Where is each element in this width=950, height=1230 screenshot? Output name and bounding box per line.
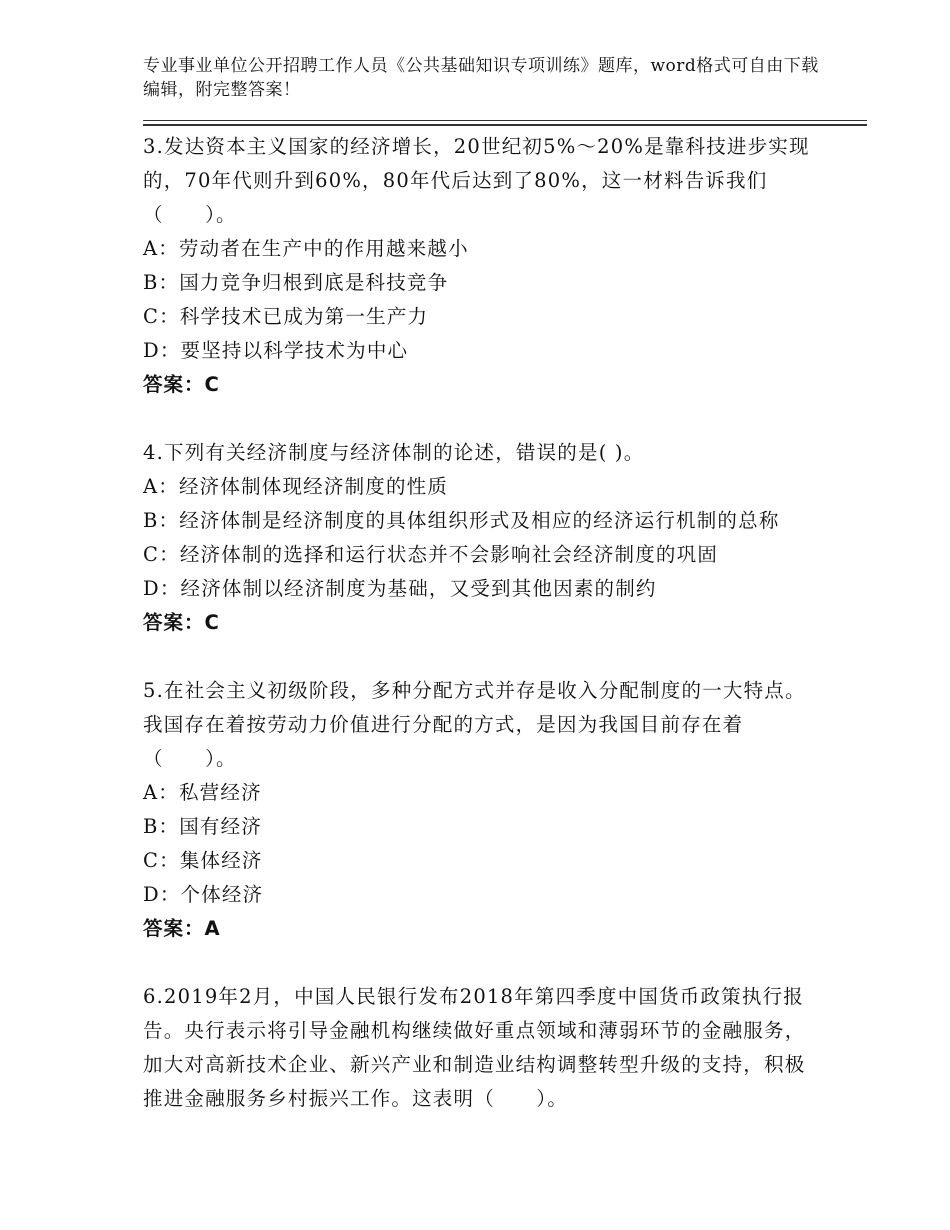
question-6 [143, 980, 823, 1116]
option-b: B：国有经济 [143, 815, 263, 838]
question-5 [143, 674, 823, 946]
option-b: B：国力竞争归根到底是科技竞争 [143, 271, 449, 294]
question-3 [143, 130, 823, 402]
header-divider-thin [143, 120, 867, 121]
option-a: A：经济体制体现经济制度的性质 [143, 475, 449, 498]
question-4 [143, 436, 823, 640]
question-stem: 5.在社会主义初级阶段，多种分配方式并存是收入分配制度的一大特点。我国存在着按劳动力价值进行分配的方式，是因为我国目前存在着（ ）。 [143, 679, 806, 770]
option-a: A：私营经济 [143, 781, 262, 804]
header-divider-thick [143, 124, 867, 126]
option-d: D：经济体制以经济制度为基础，又受到其他因素的制约 [143, 577, 657, 600]
question-list [143, 130, 823, 1150]
answer-line: 答案：C [143, 611, 220, 634]
answer-line: 答案：A [143, 917, 221, 940]
answer-line: 答案：C [143, 373, 220, 396]
option-d: D：个体经济 [143, 883, 264, 906]
question-stem: 3.发达资本主义国家的经济增长，20世纪初5%～20%是靠科技进步实现的，70年代则升到60%，80年代后达到了80%，这一材料告诉我们（ ）。 [143, 135, 810, 226]
header-text: 专业事业单位公开招聘工作人员《公共基础知识专项训练》题库，word格式可自由下载编辑，附完整答案！ [143, 56, 819, 100]
option-d: D：要坚持以科学技术为中心 [143, 339, 409, 362]
document-header [143, 54, 823, 102]
option-c: C：科学技术已成为第一生产力 [143, 305, 429, 328]
option-a: A：劳动者在生产中的作用越来越小 [143, 237, 469, 260]
option-b: B：经济体制是经济制度的具体组织形式及相应的经济运行机制的总称 [143, 509, 780, 532]
option-c: C：经济体制的选择和运行状态并不会影响社会经济制度的巩固 [143, 543, 719, 566]
option-c: C：集体经济 [143, 849, 263, 872]
question-stem: 6.2019年2月，中国人民银行发布2018年第四季度中国货币政策执行报告。央行表示将引导金融机构继续做好重点领域和薄弱环节的金融服务，加大对高新技术企业、新兴产业和制造业结构调整转型升级的支持，积极推进金融服务乡村振兴工作。这表明（ ）。 [143, 985, 806, 1110]
question-stem: 4.下列有关经济制度与经济体制的论述，错误的是( )。 [143, 441, 645, 464]
